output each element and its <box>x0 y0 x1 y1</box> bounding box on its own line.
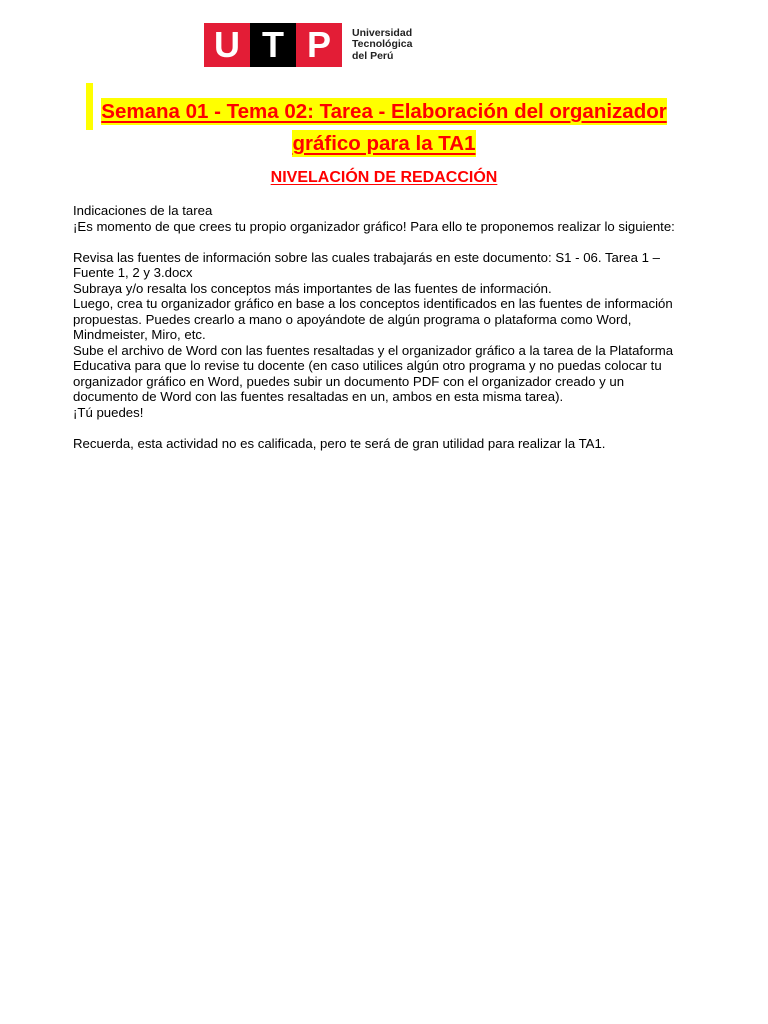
logo-line-2: Tecnológica <box>352 38 413 51</box>
instruction-step-4: Sube el archivo de Word con las fuentes resaltadas y el organizador gráfico a la tarea de la Plataforma Educativa para que lo revise tu docente (en caso utilices algún otro programa y no puedas colocar tu organizador gráfico en Word, puedes subir un documento PDF con el organizador creado y un documento de Word con las fuentes resaltadas en un, ambos en esta misma tarea). <box>73 342 674 404</box>
logo-letter-t: T <box>250 23 296 67</box>
logo-line-3: del Perú <box>352 49 394 62</box>
page-title <box>86 96 682 160</box>
title-text: Semana 01 - Tema 02: Tarea - Elaboración del organizador gráfico para la TA1 <box>101 100 667 155</box>
utp-logo-mark <box>204 23 342 67</box>
utp-logo <box>204 22 434 68</box>
logo-letter-u: U <box>204 23 250 67</box>
instruction-step-3: Luego, crea tu organizador gráfico en base a los conceptos identificados en las fuentes de información propuestas. Puedes crearlo a mano o apoyándote de algún programa o plataforma como Word, Mindmeister, Miro, etc. <box>73 296 673 342</box>
instructions-heading: Indicaciones de la tarea <box>73 203 213 218</box>
reminder-text: Recuerda, esta actividad no es calificada, pero te será de gran utilidad para realizar la TA1. <box>73 435 606 451</box>
title-highlight <box>101 98 666 157</box>
instruction-step-1: Revisa las fuentes de información sobre las cuales trabajarás en este documento: S1 - 06. Tarea 1 – Fuente 1, 2 y 3.docx <box>73 249 660 280</box>
logo-letter-p: P <box>296 23 342 67</box>
logo-wordmark <box>352 28 412 63</box>
logo-line-1: Universidad <box>352 26 413 39</box>
instructions-intro: ¡Es momento de que crees tu propio organizador gráfico! Para ello te proponemos realizar lo siguiente: <box>73 218 675 234</box>
paragraph-gap <box>73 420 683 436</box>
task-instructions <box>73 203 683 451</box>
instruction-step-2: Subraya y/o resalta los conceptos más importantes de las fuentes de información. <box>73 280 552 296</box>
page-subtitle: NIVELACIÓN DE REDACCIÓN <box>270 169 498 186</box>
paragraph-gap <box>73 234 683 250</box>
cheer-text: ¡Tú puedes! <box>73 404 144 420</box>
